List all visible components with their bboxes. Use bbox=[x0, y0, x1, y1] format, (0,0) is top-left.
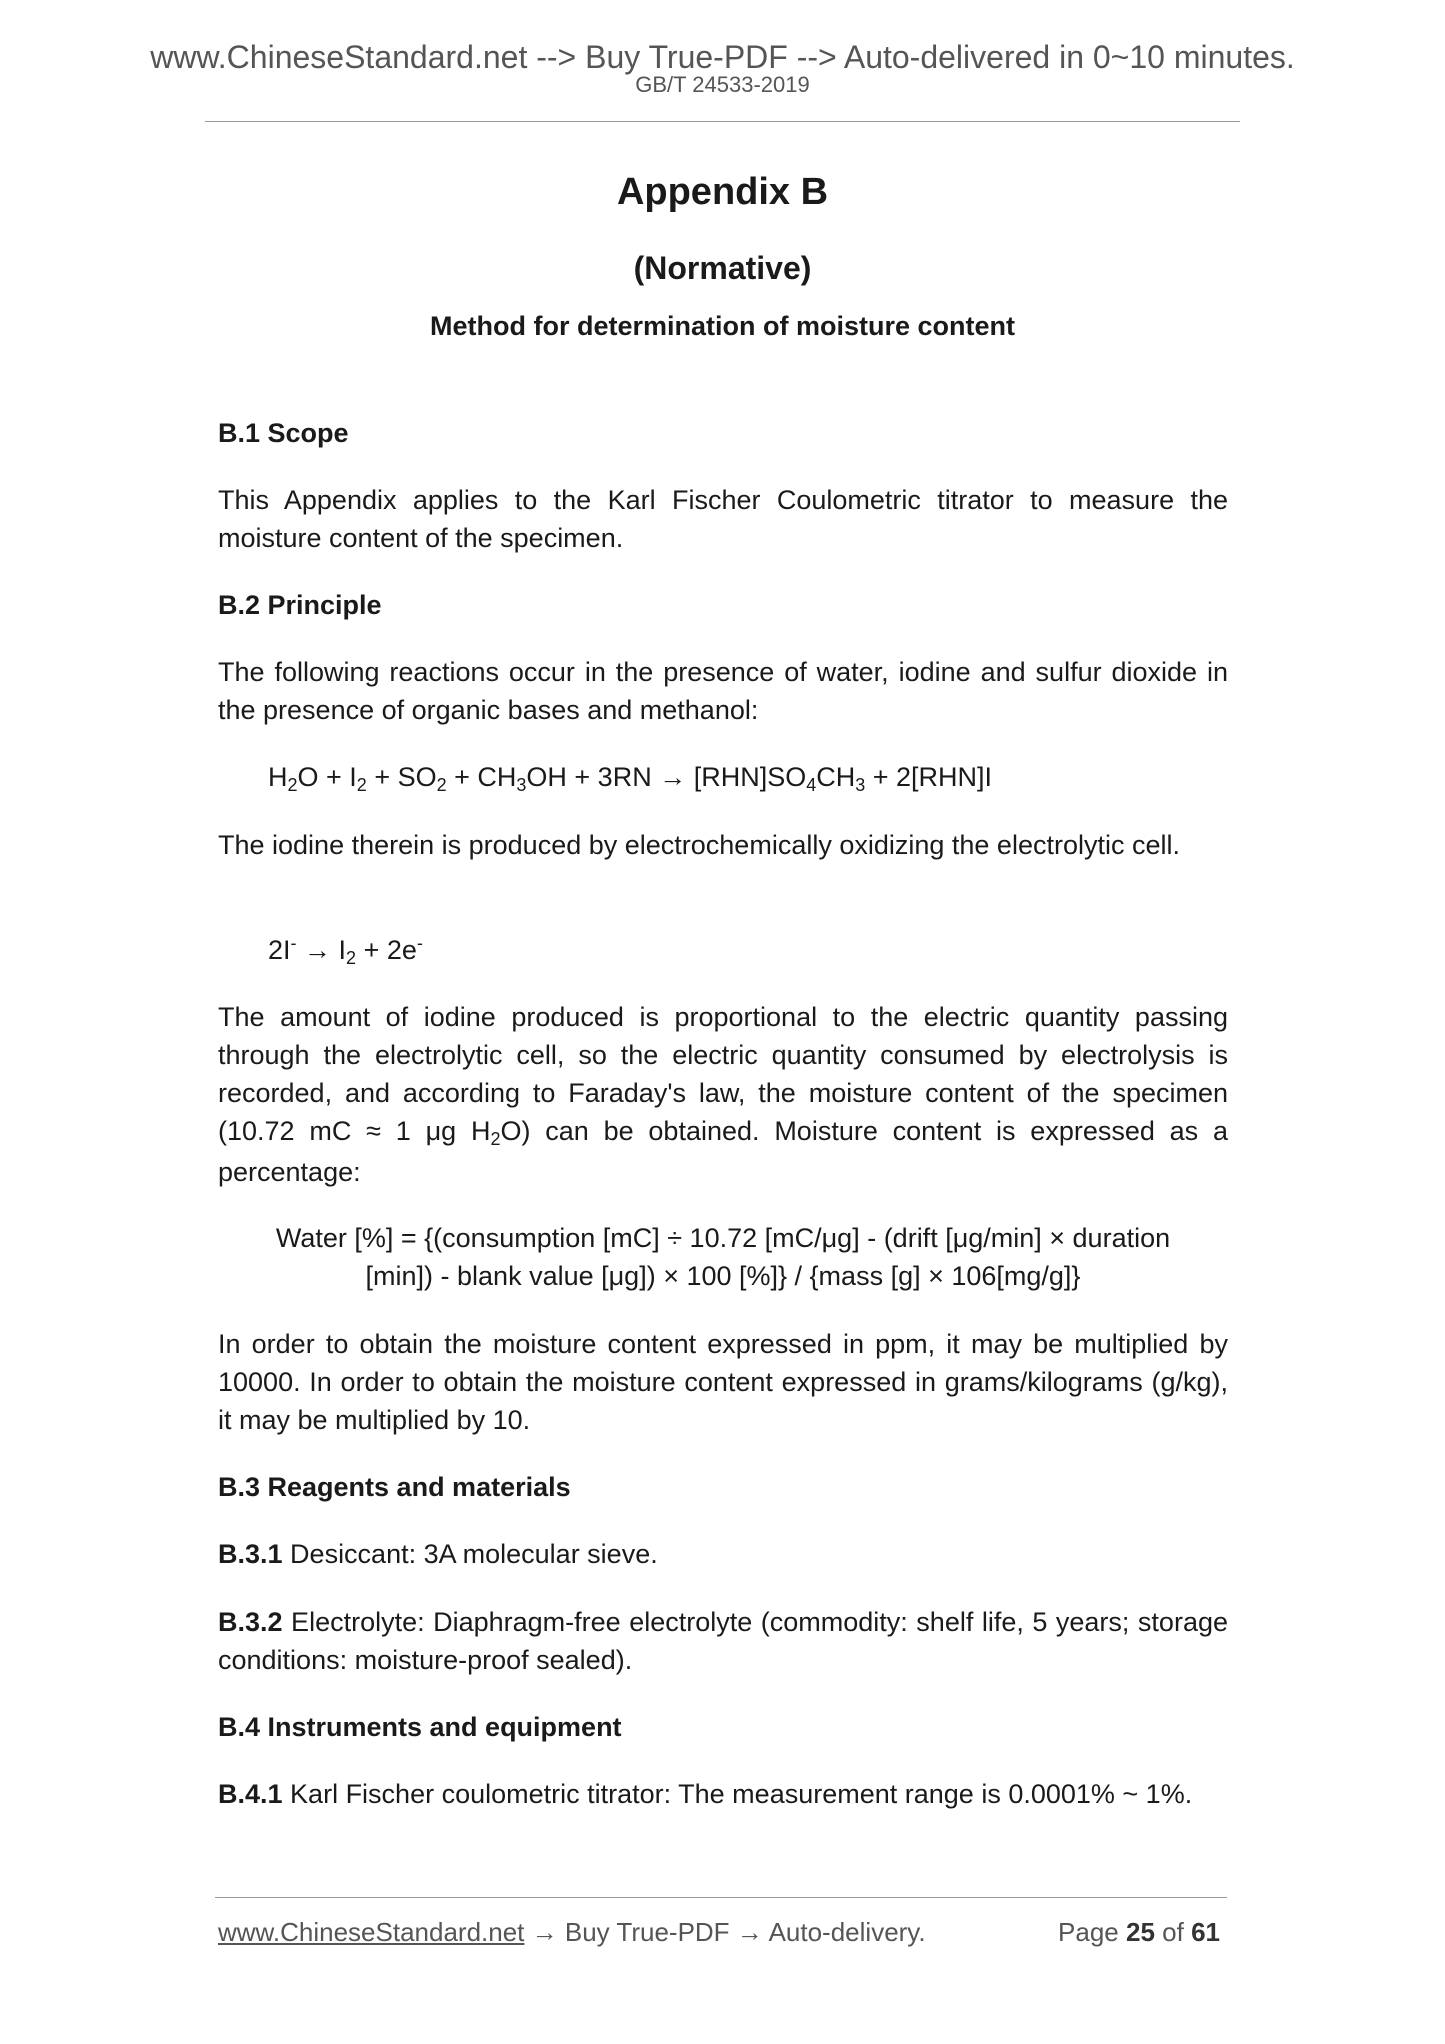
footer-divider bbox=[215, 1897, 1227, 1898]
banner-link[interactable]: www.ChineseStandard.net bbox=[150, 39, 528, 75]
top-banner bbox=[0, 38, 1445, 76]
principle-paragraph-3: The amount of iodine produced is proportional to the electric quantity passing through the electrolytic cell, so the electric quantity consumed by electrolysis is recorded, and according to Faraday's law, the moisture content of the specimen (10.72 mC ≈ 1 μg $H_2O$) can be obtained. Moisture content is expressed as a percentage: bbox=[218, 1002, 1228, 1187]
clause-b3-1: B.3.1 Desiccant: 3A molecular sieve. bbox=[218, 1539, 658, 1569]
clause-b4-1: B.4.1 Karl Fischer coulometric titrator: The measurement range is 0.0001% ~ 1%. bbox=[218, 1779, 1193, 1809]
principle-paragraph-1: The following reactions occur in the presence of water, iodine and sulfur dioxide in the presence of organic bases and methanol: bbox=[218, 657, 1228, 725]
section-heading-reagents: B.3 Reagents and materials bbox=[218, 1472, 571, 1502]
page-indicator: Page 25 of 61 bbox=[1058, 1917, 1220, 1947]
reaction-equation: $H_2O + I_2 + SO_2 + CH_3OH + 3RN \to [RHN]SO_4CH_3 + 2[RHN]I$ bbox=[268, 762, 993, 795]
appendix-type: (Normative) bbox=[633, 250, 812, 286]
appendix-title: Appendix B bbox=[616, 171, 829, 213]
iodine-equation: $2I^- \to I_2 + 2e^-$ bbox=[268, 933, 423, 968]
footer bbox=[218, 1915, 1230, 1949]
moisture-formula bbox=[218, 1219, 1228, 1295]
clause-b3-2: B.3.2 Electrolyte: Diaphragm-free electrolyte (commodity: shelf life, 5 years; storage conditions: moisture-proof sealed). bbox=[218, 1607, 1228, 1675]
formula-line-2: [min]) - blank value [μg]) × 100 [%]} / {mass [g] × 106[mg/g]} bbox=[365, 1261, 1081, 1291]
footer-text: → Buy True-PDF → Auto-delivery. bbox=[524, 1917, 926, 1947]
appendix-subtitle: Method for determination of moisture content bbox=[430, 311, 1015, 341]
principle-paragraph-4: In order to obtain the moisture content expressed in ppm, it may be multiplied by 10000. In order to obtain the moisture content expressed in grams/kilograms (g/kg), it may be multiplied by 10. bbox=[218, 1329, 1228, 1435]
section-heading-instruments: B.4 Instruments and equipment bbox=[218, 1712, 622, 1742]
formula-line-1: Water [%] = {(consumption [mC] ÷ 10.72 [mC/μg] - (drift [μg/min] × duration bbox=[275, 1223, 1171, 1253]
scope-paragraph: This Appendix applies to the Karl Fischer Coulometric titrator to measure the moisture content of the specimen. bbox=[218, 485, 1228, 553]
principle-paragraph-2: The iodine therein is produced by electrochemically oxidizing the electrolytic cell. bbox=[218, 830, 1180, 860]
footer-link[interactable]: www.ChineseStandard.net bbox=[218, 1917, 525, 1947]
banner-text: --> Buy True-PDF --> Auto-delivered in 0~10 minutes. bbox=[527, 39, 1295, 75]
section-heading-principle: B.2 Principle bbox=[218, 590, 382, 620]
header-divider bbox=[205, 121, 1240, 122]
standard-code: GB/T 24533-2019 bbox=[635, 72, 810, 97]
section-heading-scope: B.1 Scope bbox=[218, 418, 349, 448]
